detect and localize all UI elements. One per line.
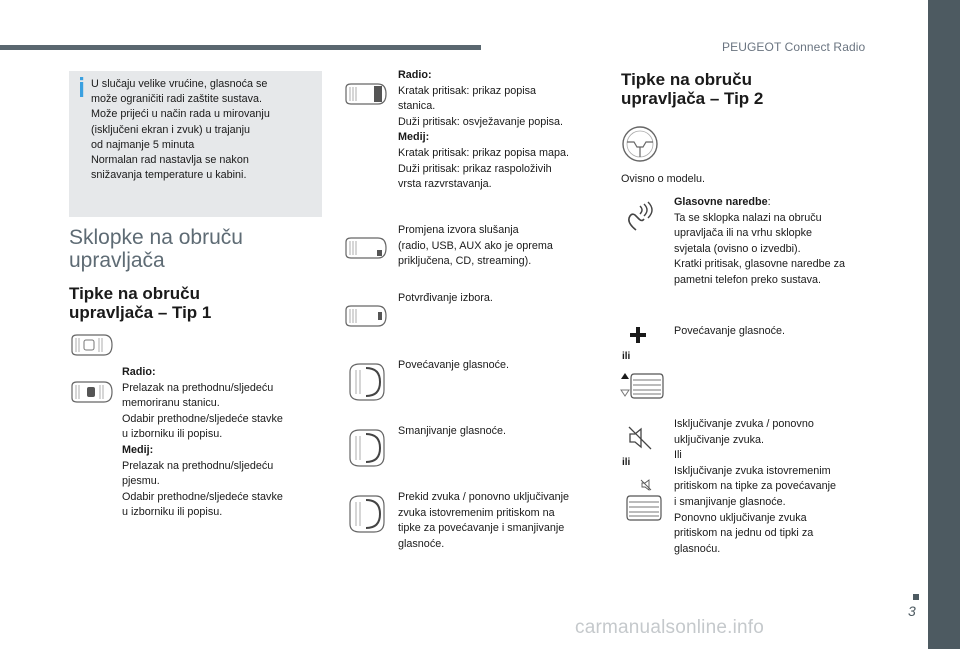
steering-switch-list-icon: [344, 82, 388, 106]
watermark: carmanualsonline.info: [575, 617, 765, 638]
steering-switch-source-icon: [344, 236, 388, 260]
top-rule: [0, 45, 481, 50]
confirm-text: Potvrđivanje izbora.: [398, 292, 493, 304]
volume-up-text: Povećavanje glasnoće.: [398, 359, 510, 371]
footer-marker: [913, 594, 919, 600]
volume-down-text: Smanjivanje glasnoće.: [398, 425, 507, 437]
mute-icon: [627, 425, 653, 451]
volume-up-text-2: Povećavanje glasnoće.: [674, 325, 786, 337]
volume-down-control-icon: [346, 428, 386, 468]
middle-radio-media-text: Radio: Kratak pritisak: prikaz popisa stanica. Duži pritisak: osvježavanje popisa. Medij: Kratak pritisak: prikaz popisa mapa. Duži pritisak: prikaz raspoloživih vrsta razvrstavanja.: [398, 69, 570, 191]
section-title: Sklopke na obruču upravljača: [69, 226, 243, 272]
plus-icon: [630, 327, 646, 343]
section-header: PEUGEOT Connect Radio: [722, 40, 866, 54]
volume-up-control-icon: [346, 362, 386, 402]
model-note: Ovisno o modelu.: [621, 173, 706, 185]
steering-switch-thumbwheel-icon: [70, 380, 114, 404]
mute-control-icon: [346, 494, 386, 534]
steering-wheel-icon: [620, 124, 660, 164]
mute-rocker-icon: [626, 480, 662, 522]
volume-rocker-icon: [620, 372, 664, 400]
steering-switch-icon: [70, 333, 114, 357]
steering-switch-confirm-icon: [344, 304, 388, 328]
page-number: 3: [908, 603, 916, 619]
info-icon: [78, 77, 86, 97]
mute-text: Prekid zvuka / ponovno uključivanje zvuka istovremenim pritiskom na tipke za povećavanje i smanjivanje glasnoće.: [398, 491, 570, 550]
or-label-2: ili: [622, 457, 631, 468]
type2-title: Tipke na obruču upravljača – Tip 2: [621, 70, 764, 108]
mute-text-2: Isključivanje zvuka / ponovno uključivanje zvuka. Ili Isključivanje zvuka istovremenim pritiskom na tipke za povećavanje i smanjivanje glasnoće. Ponovno uključivanje zvuka pritiskom na jednu od tipki za glasnoću.: [674, 418, 837, 555]
type1-radio-media-text: Radio: Prelazak na prethodnu/sljedeću memoriranu stanicu. Odabir prethodne/sljedeće stavke u izborniku ili popisu. Medij: Prelazak na prethodnu/sljedeću pjesmu. Odabir prethodne/sljedeće stavke u izborniku ili popisu.: [122, 366, 283, 519]
voice-command-icon: [622, 200, 656, 234]
page-side-bar: [928, 0, 960, 649]
info-note-text: U slučaju velike vrućine, glasnoća se može ograničiti radi zaštite sustava. Može prijeći u način rada u mirovanju (isključeni ekran i zvuk) u trajanju od najmanje 5 minuta Normalan rad nastavlja se nakon snižavanja temperature u kabini.: [91, 78, 270, 182]
source-change-text: Promjena izvora slušanja (radio, USB, AUX ako je oprema priključena, CD, streaming).: [398, 224, 553, 268]
voice-command-text: Glasovne naredbe: Ta se sklopka nalazi na obruču upravljača ili na vrhu sklopke svjetala (ovisno o izvedbi). Kratki pritisak, glasovne naredbe za pametni telefon preko sustava.: [674, 196, 846, 286]
type1-title: Tipke na obruču upravljača – Tip 1: [69, 284, 212, 322]
or-label-1: ili: [622, 351, 631, 362]
